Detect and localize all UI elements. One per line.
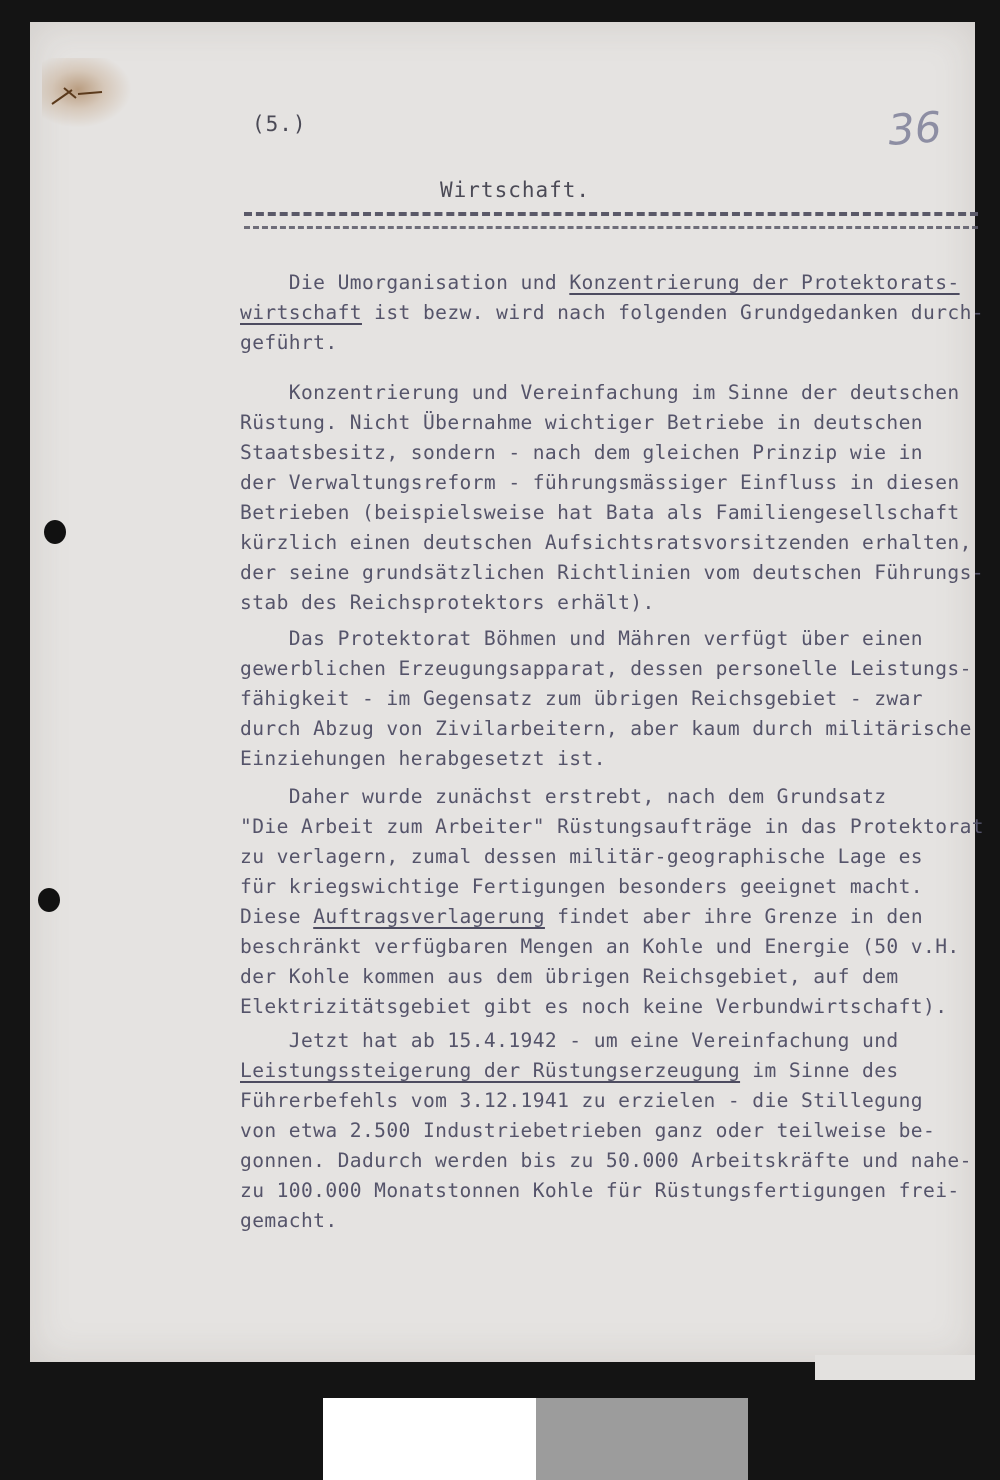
text-line (240, 588, 980, 618)
text-segment: ist bezw. wird nach folgenden Grundgedanken durch- (361, 301, 984, 324)
text-line (240, 1176, 980, 1206)
punch-hole-icon (44, 520, 66, 544)
text-line (240, 438, 980, 468)
text-segment: "Die Arbeit zum Arbeiter" Rüstungsaufträge in das Protektorat (240, 815, 984, 838)
mount-tape-grey (536, 1398, 748, 1480)
text-segment: fähigkeit - im Gegensatz zum übrigen Reichsgebiet - zwar (240, 687, 923, 710)
text-segment: beschränkt verfügbaren Mengen an Kohle und Energie (50 v.H. (240, 935, 960, 958)
paragraph (240, 1026, 980, 1236)
text-line (240, 1056, 980, 1086)
text-line (240, 902, 980, 932)
text-line (240, 624, 980, 654)
text-segment: von etwa 2.500 Industriebetrieben ganz oder teilweise be- (240, 1119, 936, 1142)
underlined-phrase: Auftragsverlagerung (313, 905, 545, 928)
text-line (240, 1026, 980, 1056)
text-line (240, 378, 980, 408)
text-segment: Konzentrierung und Vereinfachung im Sinne der deutschen (240, 381, 960, 404)
paragraph (240, 378, 984, 618)
text-segment: zu verlagern, zumal dessen militär-geographische Lage es (240, 845, 923, 868)
text-line (240, 528, 980, 558)
text-line (240, 468, 980, 498)
paper-edge (815, 1355, 975, 1380)
text-line (240, 684, 980, 714)
text-segment: der seine grundsätzlichen Richtlinien vom deutschen Führungs- (240, 561, 984, 584)
rust-stain-mark-icon (50, 78, 110, 108)
text-segment: stab des Reichsprotektors erhält). (240, 591, 655, 614)
text-segment: Führerbefehls vom 3.12.1941 zu erzielen - die Stillegung (240, 1089, 923, 1112)
text-segment: im Sinne des (740, 1059, 899, 1082)
text-line (240, 654, 980, 684)
underlined-phrase: Konzentrierung der Protektorats- (569, 271, 960, 294)
mount-tape-white (323, 1398, 536, 1480)
text-segment: Die Umorganisation und (240, 271, 570, 294)
text-segment: gemacht. (240, 1209, 338, 1232)
text-segment: gewerblichen Erzeugungsapparat, dessen personelle Leistungs- (240, 657, 972, 680)
text-segment: zu 100.000 Monatstonnen Kohle für Rüstungsfertigungen frei- (240, 1179, 960, 1202)
text-segment: findet aber ihre Grenze in den (544, 905, 924, 928)
text-line (240, 744, 980, 774)
heading-rule (244, 212, 978, 216)
text-line (240, 782, 980, 812)
section-heading: Wirtschaft. (440, 178, 591, 202)
text-segment: Staatsbesitz, sondern - nach dem gleichen Prinzip wie in (240, 441, 923, 464)
text-line (240, 932, 980, 962)
text-line (240, 558, 984, 588)
paragraph (240, 782, 984, 1022)
text-line (240, 812, 984, 842)
text-segment: für kriegswichtige Fertigungen besonders geeignet macht. (240, 875, 923, 898)
text-line (240, 714, 980, 744)
text-line (240, 328, 980, 358)
text-segment: durch Abzug von Zivilarbeitern, aber kaum durch militärische (240, 717, 972, 740)
text-line (240, 1116, 980, 1146)
text-line (240, 408, 980, 438)
text-segment: Daher wurde zunächst erstrebt, nach dem Grundsatz (240, 785, 887, 808)
text-segment: Jetzt hat ab 15.4.1942 - um eine Vereinfachung und (240, 1029, 899, 1052)
text-segment: Rüstung. Nicht Übernahme wichtiger Betriebe in deutschen (240, 411, 923, 434)
text-segment: Betrieben (beispielsweise hat Bata als Familiengesellschaft (240, 501, 960, 524)
text-line (240, 268, 980, 298)
text-segment: Elektrizitätsgebiet gibt es noch keine Verbundwirtschaft). (240, 995, 948, 1018)
paragraph (240, 624, 980, 774)
paragraph (240, 268, 984, 358)
text-segment: der Verwaltungsreform - führungsmässiger Einfluss in diesen (240, 471, 960, 494)
text-line (240, 498, 980, 528)
text-segment: geführt. (240, 331, 338, 354)
text-line (240, 1206, 980, 1236)
text-segment: der Kohle kommen aus dem übrigen Reichsgebiet, auf dem (240, 965, 899, 988)
folio-number: 36 (886, 102, 944, 155)
text-line (240, 1146, 980, 1176)
underlined-phrase: wirtschaft (240, 301, 362, 324)
text-segment: gonnen. Dadurch werden bis zu 50.000 Arbeitskräfte und nahe- (240, 1149, 972, 1172)
text-line (240, 842, 980, 872)
page-number: (5.) (252, 112, 307, 136)
underlined-phrase: Leistungssteigerung der Rüstungserzeugung (240, 1059, 741, 1082)
punch-hole-icon (38, 888, 60, 912)
text-line (240, 298, 984, 328)
text-line (240, 962, 980, 992)
text-line (240, 1086, 980, 1116)
text-segment: Diese (240, 905, 314, 928)
text-segment: Das Protektorat Böhmen und Mähren verfügt über einen (240, 627, 923, 650)
text-line (240, 992, 980, 1022)
text-segment: Einziehungen herabgesetzt ist. (240, 747, 606, 770)
text-line (240, 872, 980, 902)
heading-rule (244, 226, 978, 229)
text-segment: kürzlich einen deutschen Aufsichtsratsvorsitzenden erhalten, (240, 531, 972, 554)
